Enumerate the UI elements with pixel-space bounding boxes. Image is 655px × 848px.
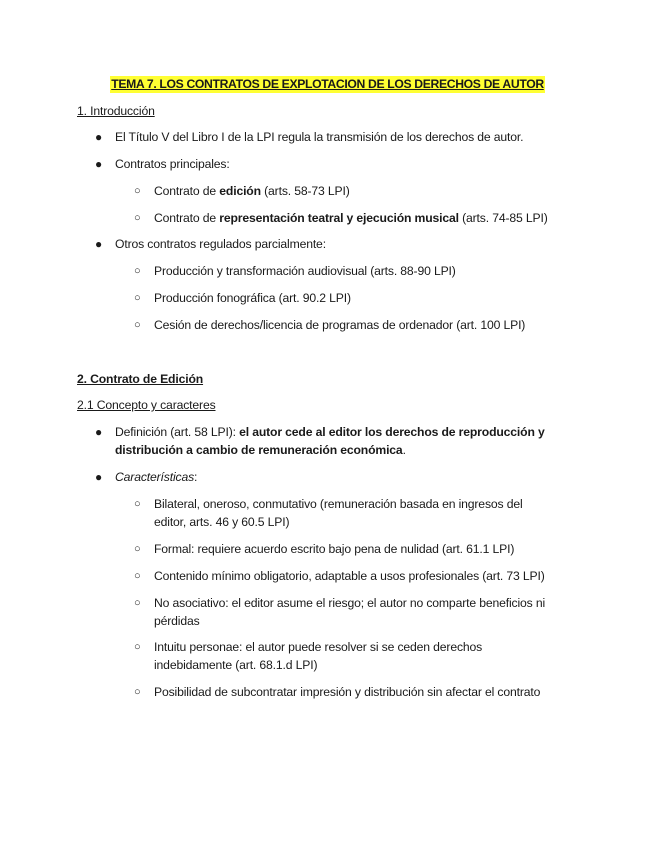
document-title: TEMA 7. LOS CONTRATOS DE EXPLOTACION DE LOS DERECHOS DE AUTOR xyxy=(111,77,544,91)
text-segment-bold: distribución a cambio de remuneración económica xyxy=(115,443,403,457)
text-segment-bold: representación teatral y ejecución musical xyxy=(219,211,459,225)
text-segment-bold: el autor cede al editor los derechos de reproducción y xyxy=(239,425,545,439)
bullet-circle-icon: ○ xyxy=(134,212,141,224)
bullet-circle-icon: ○ xyxy=(134,498,141,510)
list-item: Otros contratos regulados parcialmente: xyxy=(115,237,326,251)
list-item xyxy=(115,468,197,486)
section-heading-contrato-edicion: 2. Contrato de Edición xyxy=(77,372,204,386)
bullet-circle-icon: ○ xyxy=(134,641,141,653)
list-item: Intuitu personae: el autor puede resolver si se ceden derechos xyxy=(154,640,483,654)
list-item xyxy=(115,423,545,441)
bullet-circle-icon: ○ xyxy=(134,570,141,582)
list-item xyxy=(154,209,548,227)
list-item-continuation: editor, arts. 46 y 60.5 LPI) xyxy=(154,515,290,529)
text-segment: : xyxy=(194,470,198,484)
text-segment: Contrato de xyxy=(154,184,220,198)
bullet-circle-icon: ○ xyxy=(134,185,141,197)
text-segment-italic: Características xyxy=(115,470,195,484)
text-segment: (arts. 58-73 LPI) xyxy=(260,184,350,198)
list-item: Cesión de derechos/licencia de programas de ordenador (art. 100 LPI) xyxy=(154,318,526,332)
list-item: El Título V del Libro I de la LPI regula la transmisión de los derechos de autor. xyxy=(115,130,524,144)
bullet-disc-icon: ● xyxy=(95,470,103,484)
title-container xyxy=(0,76,655,93)
list-item: Formal: requiere acuerdo escrito bajo pena de nulidad (art. 61.1 LPI) xyxy=(154,542,515,556)
text-segment-bold: edición xyxy=(219,184,261,198)
list-item: Bilateral, oneroso, conmutativo (remuneración basada en ingresos del xyxy=(154,497,523,511)
subsection-heading-concepto: 2.1 Concepto y caracteres xyxy=(77,398,216,412)
bullet-circle-icon: ○ xyxy=(134,319,141,331)
bullet-circle-icon: ○ xyxy=(134,265,141,277)
bullet-disc-icon: ● xyxy=(95,130,103,144)
bullet-disc-icon: ● xyxy=(95,425,103,439)
bullet-circle-icon: ○ xyxy=(134,543,141,555)
list-item: Producción y transformación audiovisual (arts. 88-90 LPI) xyxy=(154,264,456,278)
list-item: No asociativo: el editor asume el riesgo; el autor no comparte beneficios ni xyxy=(154,596,546,610)
list-item xyxy=(154,182,350,200)
bullet-circle-icon: ○ xyxy=(134,686,141,698)
list-item-continuation: pérdidas xyxy=(154,614,200,628)
section-heading-introduccion: 1. Introducción xyxy=(77,104,155,118)
bullet-circle-icon: ○ xyxy=(134,292,141,304)
list-item: Producción fonográfica (art. 90.2 LPI) xyxy=(154,291,351,305)
list-item-continuation: indebidamente (art. 68.1.d LPI) xyxy=(154,658,318,672)
text-segment: . xyxy=(402,443,406,457)
list-item: Contratos principales: xyxy=(115,157,230,171)
list-item: Posibilidad de subcontratar impresión y distribución sin afectar el contrato xyxy=(154,685,541,699)
bullet-disc-icon: ● xyxy=(95,237,103,251)
list-item: Contenido mínimo obligatorio, adaptable a usos profesionales (art. 73 LPI) xyxy=(154,569,545,583)
text-segment: (arts. 74-85 LPI) xyxy=(458,211,548,225)
bullet-disc-icon: ● xyxy=(95,157,103,171)
bullet-circle-icon: ○ xyxy=(134,597,141,609)
text-segment: Definición (art. 58 LPI): xyxy=(115,425,240,439)
list-item-continuation xyxy=(115,441,406,459)
text-segment: Contrato de xyxy=(154,211,220,225)
